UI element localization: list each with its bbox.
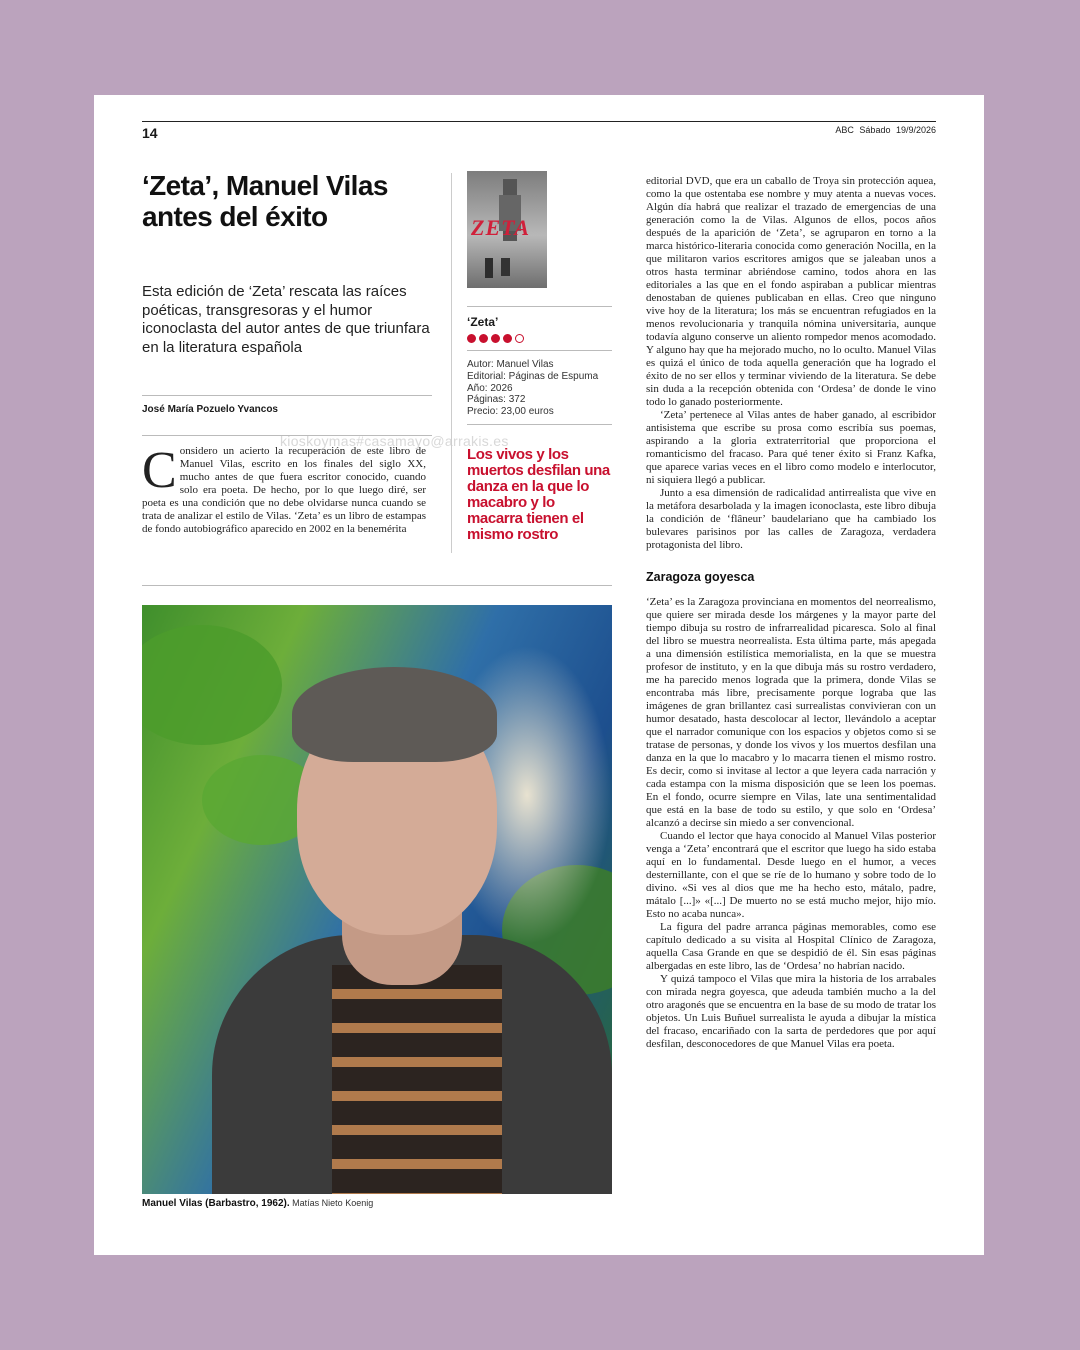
body-paragraph: La figura del padre arranca páginas memorables, como ese capítulo dedicado a su visita al Hospital Clínico de Zaragoza, aquella Casa Grande en que se despidió de él. Sin esas páginas albergadas en este libro, las de ‘Ordesa’ no habrían nacido. — [646, 921, 936, 972]
divider — [142, 585, 612, 586]
body-paragraph: ‘Zeta’ pertenece al Vilas antes de haber ganado, al escribidor antisistema que escribe su prosa como escribía sus poemas, aspirando a la gloria extraterritorial que proporciona el romanticismo del fracaso. Para qué tener éxito si Franz Kafka, que aparece varias veces en el libro como modelo e interlocutor, ni siquiera llegó a publicar. — [646, 409, 936, 486]
author-photo — [142, 605, 612, 1194]
body-part-a — [646, 175, 936, 552]
newspaper-page — [94, 95, 984, 1255]
rating-dot-filled — [479, 334, 488, 343]
lead-text: onsidero un acierto la recuperación de este libro de Manuel Vilas, escrito en los finales del siglo XX, mucho antes de que fuera escritor conocido, cuando solo era poeta. De hecho, por lo que luego diré, ser poeta es una condición que no debe olvidarse nunca cuando se trata de analizar el estilo de Vilas. ‘Zeta’ es un libro de estampas de fondo autobiográfico aparecido en 2002 en la benemérita — [142, 445, 426, 535]
rating-dot-empty — [515, 334, 524, 343]
caption-subject: Manuel Vilas (Barbastro, 1962). — [142, 1198, 290, 1209]
book-fact: Autor: Manuel Vilas — [467, 359, 554, 370]
body-part-b — [646, 596, 936, 1051]
byline: José María Pozuelo Yvancos — [142, 404, 278, 415]
rating-dot-filled — [467, 334, 476, 343]
column-separator — [451, 173, 452, 553]
divider — [142, 395, 432, 396]
body-paragraph: Junto a esa dimensión de radicalidad antirrealista que vive en la metáfora desarbolada y la imagen iconoclasta, este libro dibuja la condición de ‘flâneur’ baudelariano que ha cambiado los bulevares parisinos por las calles de Zaragoza, verdadera protagonista del libro. — [646, 487, 936, 551]
book-factbox — [467, 171, 612, 543]
body-column — [646, 175, 936, 1051]
rating-dot-filled — [491, 334, 500, 343]
book-fact: Año: 2026 — [467, 382, 513, 394]
photo-caption — [142, 1198, 373, 1209]
rating-dots — [467, 334, 612, 344]
body-paragraph: Y quizá tampoco el Vilas que mira la historia de los arrabales con mirada negra goyesca, que adeuda también mucho a la del otro aragonés que se encuentra en la base de su modo de tratar los objetos. Un Luis Buñuel surrealista le ayuda a dibujar la mística del fracaso, encariñado con la sarta de perdedores que por aquí desfilan, desconocedores de que Manuel Vilas era poeta. — [646, 973, 936, 1050]
watermark: kioskoymas#casamayo@arrakis.es — [280, 433, 509, 449]
subheadline: Esta edición de ‘Zeta’ rescata las raíces poéticas, transgresoras y el humor iconoclasta del autor antes de que triunfara en la literatura española — [142, 283, 430, 356]
book-facts — [467, 359, 612, 418]
rating-dot-filled — [503, 334, 512, 343]
pull-quote: Los vivos y los muertos desfilan una danza en la que lo macabro y lo macarra tienen el mismo rostro — [467, 445, 610, 543]
book-fact: Páginas: 372 — [467, 394, 526, 406]
drop-cap: C — [142, 442, 177, 499]
masthead-date: ABC Sábado 19/9/2026 — [835, 125, 936, 135]
book-fact: Precio: 23,00 euros — [467, 406, 554, 418]
top-rule — [142, 121, 936, 122]
book-fact: Editorial: Páginas de Espuma — [467, 370, 599, 382]
book-title: ‘Zeta’ — [467, 315, 499, 329]
lead-paragraph — [142, 442, 426, 536]
section-heading: Zaragoza goyesca — [646, 570, 755, 584]
headline: ‘Zeta’, Manuel Vilas antes del éxito — [142, 170, 388, 232]
body-paragraph: editorial DVD, que era un caballo de Troya sin protección aquea, como la que ostentaba ese nombre y muy atenta a nuevas voces. Algún día habrá que realizar el trazado de emergencias de una generación como la de Vilas. Algunos de ellos, pocos años después de la aparición de ‘Zeta’, se agruparon en torno a la marca histórico-literaria conocida como generación Nocilla, en la que militaron varios escritores amigos que se jaleaban unos a otros hasta terminar abriéndose camino, todos ahora en las editoriales a las que en el fondo aspiraban a publicar mientras denostaban de quienes publicaban en ellas. Creo que ninguno vive hoy de la literatura; los más se encuentran refugiados en la menos revolucionaria y tranquila nómina universitaria, aunque todavía alguno conserve un aliento rompedor menos acomodado. Y alguno hay que ha mejorado mucho, no lo oculto. Manuel Vilas es quizá el único de toda aquella generación que ha logrado el éxito de no ser ellos y terminar viviendo de la literatura. Se debe sin duda a la recepción obtenida con ‘Ordesa’ de donde le vino todo lo ganado posteriormente. — [646, 175, 936, 408]
caption-credit: Matías Nieto Koenig — [292, 1198, 374, 1208]
divider — [467, 424, 612, 425]
body-paragraph: ‘Zeta’ es la Zaragoza provinciana en momentos del neorrealismo, que quiere ser mirada desde los márgenes y la mayor parte del tiempo dibuja su rostro de infrarrealidad picaresca. Solo al final del libro se muestra neorrealista. Esta última parte, más apegada a una dimensión estilística memorialista, en la que se muestra profesor de instituto, y en la que dibuja más su rostro verdadero, me ha parecido menos lograda que la primera, donde Vilas se encontraba más libre, precisamente porque lograba que las imágenes de gran brillantez casi surrealistas convivieran con un humor desatado, hasta descolocar al lector, llevándolo a aceptar que el narrador comunique con los espacios y objetos como si se tratase de personas, y donde los vivos y los muertos desfilan una danza en la que lo macabro y lo macarra tienen el mismo rostro. Es decir, como si invitase al lector a que leyera cada narración y cada estampa con la misma disposición que se leen los poemas. En el fondo, ocurre siempre en Vilas, late una sentimentalidad que está en la base de todo su estilo, y que solo en ‘Ordesa’ alcanzó a decirse sin miedo a ser convencional. — [646, 596, 936, 829]
cover-title: ZETA — [471, 215, 531, 240]
divider — [467, 306, 612, 307]
body-paragraph: Cuando el lector que haya conocido al Manuel Vilas posterior venga a ‘Zeta’ encontrará que el escritor que luego ha sido estaba aquí en lo fundamental. Desde luego en el humor, a veces desternillante, con el que se ríe de lo humano y sobre todo de lo divino. «Si ves al dios que me ha hecho esto, mátalo, padre, mátalo [...]» «[...] De muerto no se está mucho mejor, hijo mío. Esto no acaba nunca». — [646, 830, 936, 920]
book-cover-image — [467, 171, 547, 288]
page-number: 14 — [142, 125, 158, 141]
divider — [467, 350, 612, 351]
